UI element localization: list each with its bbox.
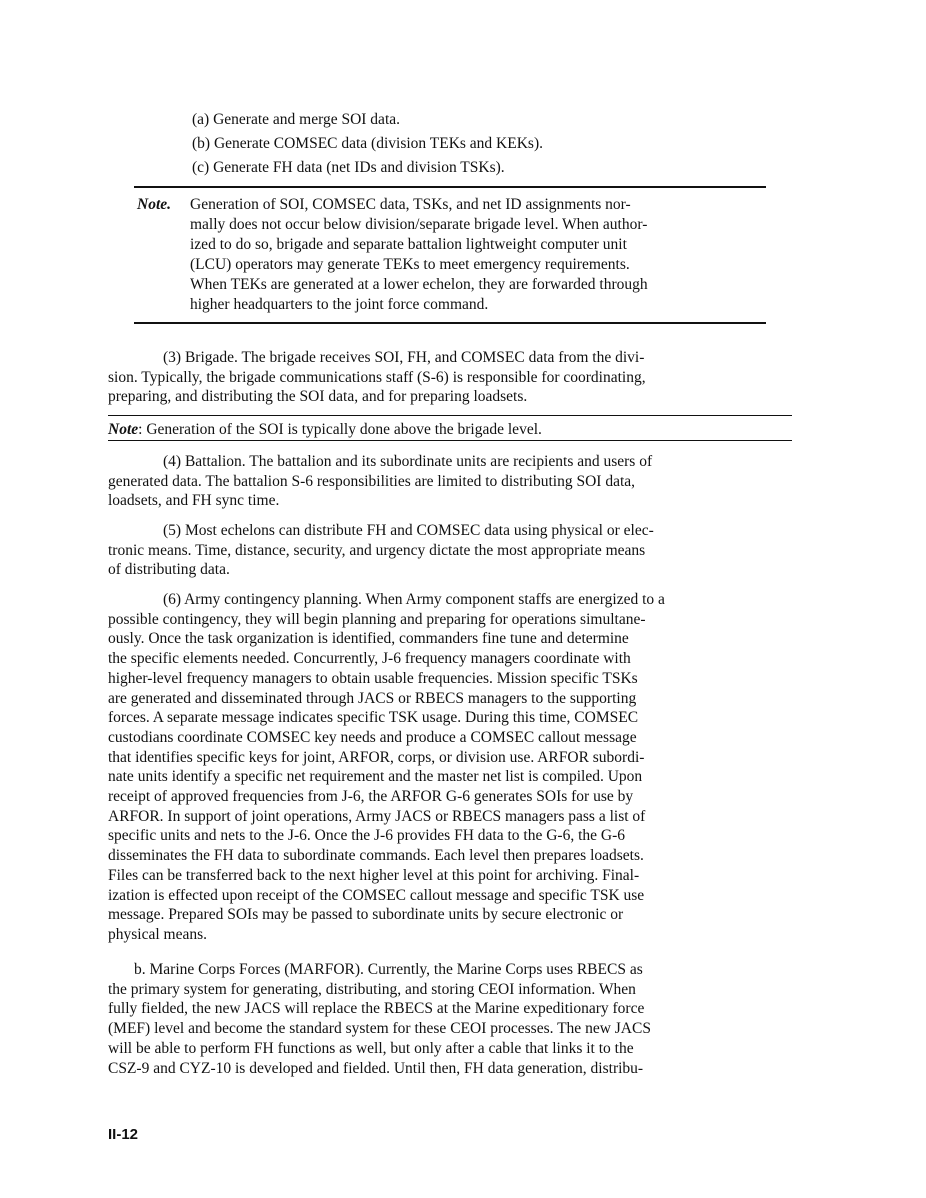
note-box-label: Note. <box>137 196 172 213</box>
paragraph-line: ously. Once the task organization is identified, commanders fine tune and determine <box>108 630 629 648</box>
paragraph-line: are generated and disseminated through JACS or RBECS managers to the supporting <box>108 689 637 707</box>
paragraph-marine-corps <box>108 960 794 1078</box>
note2-top-rule <box>108 415 792 416</box>
paragraph-line: custodians coordinate COMSEC key needs and produce a COMSEC callout message <box>108 728 637 746</box>
paragraph-line: (6) Army contingency planning. When Army component staffs are energized to a <box>163 591 665 608</box>
note-box-line: higher headquarters to the joint force command. <box>190 296 489 313</box>
note-box-line: Generation of SOI, COMSEC data, TSKs, and net ID assignments nor- <box>190 196 631 213</box>
paragraph-line: preparing, and distributing the SOI data, and for preparing loadsets. <box>108 388 528 406</box>
note2-bottom-rule <box>108 440 792 441</box>
paragraph-brigade <box>108 348 794 407</box>
paragraph-line: the primary system for generating, distributing, and storing CEOI information. When <box>108 980 636 998</box>
page-number: II-12 <box>108 1126 139 1143</box>
paragraph-battalion <box>108 452 794 511</box>
paragraph-line: CSZ-9 and CYZ-10 is developed and fielded. Until then, FH data generation, distribu- <box>108 1059 644 1077</box>
note2-label: Note <box>108 421 139 438</box>
paragraph-army-contingency <box>108 590 794 945</box>
paragraph-line: (4) Battalion. The battalion and its subordinate units are recipients and users of <box>163 453 653 470</box>
paragraph-line: higher-level frequency managers to obtain usable frequencies. Mission specific TSKs <box>108 669 638 687</box>
note-box-text <box>190 195 766 315</box>
paragraph-line: message. Prepared SOIs may be passed to subordinate units by secure electronic or <box>108 906 624 924</box>
paragraph-line: receipt of approved frequencies from J-6, the ARFOR G-6 generates SOIs for use by <box>108 788 634 806</box>
note-box-line: (LCU) operators may generate TEKs to meet emergency requirements. <box>190 256 630 273</box>
paragraph-line: (3) Brigade. The brigade receives SOI, FH, and COMSEC data from the divi- <box>163 349 645 366</box>
paragraph-line: fully fielded, the new JACS will replace the RBECS at the Marine expeditionary force <box>108 1000 645 1018</box>
paragraph-line: Files can be transferred back to the next higher level at this point for archiving. Final- <box>108 866 640 884</box>
paragraph-line: specific units and nets to the J-6. Once the J-6 provides FH data to the G-6, the G-6 <box>108 827 625 845</box>
note-box-line: mally does not occur below division/separate brigade level. When author- <box>190 216 648 233</box>
paragraph-line: will be able to perform FH functions as well, but only after a cable that links it to the <box>108 1039 634 1057</box>
list-item-a: (a) Generate and merge SOI data. <box>192 111 401 128</box>
paragraph-line: the specific elements needed. Concurrently, J-6 frequency managers coordinate with <box>108 650 631 668</box>
paragraph-line: nate units identify a specific net requirement and the master net list is compiled. Upon <box>108 768 643 786</box>
paragraph-line: loadsets, and FH sync time. <box>108 492 280 510</box>
paragraph-line: (5) Most echelons can distribute FH and COMSEC data using physical or elec- <box>163 522 654 539</box>
paragraph-line: possible contingency, they will begin planning and preparing for operations simultane- <box>108 610 646 628</box>
paragraph-distribution <box>108 521 794 580</box>
note-box-bottom-rule <box>134 322 766 324</box>
paragraph-line: tronic means. Time, distance, security, and urgency dictate the most appropriate means <box>108 541 646 559</box>
paragraph-line: of distributing data. <box>108 561 230 579</box>
note-box-line: When TEKs are generated at a lower echelon, they are forwarded through <box>190 276 648 293</box>
note2 <box>108 420 794 440</box>
note-box-line: ized to do so, brigade and separate battalion lightweight computer unit <box>190 236 627 253</box>
paragraph-line: ARFOR. In support of joint operations, Army JACS or RBECS managers pass a list of <box>108 807 646 825</box>
paragraph-line: b. Marine Corps Forces (MARFOR). Currently, the Marine Corps uses RBECS as <box>134 961 643 978</box>
paragraph-line: disseminates the FH data to subordinate commands. Each level then prepares loadsets. <box>108 847 644 865</box>
note-box-top-rule <box>134 186 766 188</box>
paragraph-line: (MEF) level and become the standard system for these CEOI processes. The new JACS <box>108 1020 651 1038</box>
note2-text: : Generation of the SOI is typically done above the brigade level. <box>138 421 542 438</box>
paragraph-line: forces. A separate message indicates specific TSK usage. During this time, COMSEC <box>108 709 639 727</box>
list-item-c: (c) Generate FH data (net IDs and division TSKs). <box>192 159 505 176</box>
paragraph-line: sion. Typically, the brigade communications staff (S-6) is responsible for coordinating, <box>108 368 646 386</box>
list-item-b: (b) Generate COMSEC data (division TEKs and KEKs). <box>192 135 543 152</box>
paragraph-line: that identifies specific keys for joint, ARFOR, corps, or division use. ARFOR subordi- <box>108 748 645 766</box>
paragraph-line: ization is effected upon receipt of the COMSEC callout message and specific TSK use <box>108 886 645 904</box>
paragraph-line: generated data. The battalion S-6 responsibilities are limited to distributing SOI data, <box>108 472 636 490</box>
paragraph-line: physical means. <box>108 925 208 943</box>
